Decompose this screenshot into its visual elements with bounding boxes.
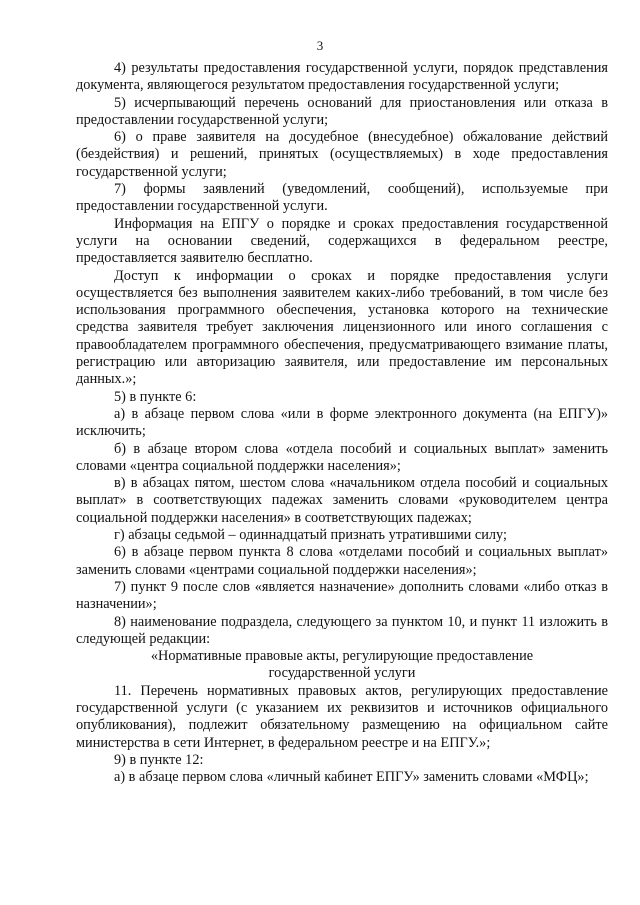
subsection-heading-line-2: государственной услуги	[268, 665, 416, 682]
paragraph-point-5: 5) в пункте 6:	[114, 388, 197, 405]
paragraph-item-4: 4) результаты предоставления государственной услуги, порядок представления документа, являющегося результатом предоставления государственной услуги;	[76, 60, 608, 94]
paragraph-epgu-info: Информация на ЕПГУ о порядке и сроках предоставления государственной услуги на основании сведений, содержащихся в федеральном реестре, предоставляется заявителю бесплатно.	[76, 215, 608, 267]
paragraph-subitem-a: а) в абзаце первом слова «или в форме электронного документа (на ЕПГУ)» исключить;	[76, 405, 608, 440]
subsection-heading-line-1: «Нормативные правовые акты, регулирующие предоставление	[150, 648, 534, 665]
paragraph-subitem-g: г) абзацы седьмой – одиннадцатый признать утратившими силу;	[114, 527, 507, 544]
paragraph-point-6: 6) в абзаце первом пункта 8 слова «отделами пособий и социальных выплат» заменить словами «центрами социальной поддержки населения»;	[76, 544, 608, 578]
paragraph-clause-11: 11. Перечень нормативных правовых актов, регулирующих предоставление государственной услуги (с указанием их реквизитов и источников официального опубликования), подлежит обязательному размещению на официальном сайте министерства в сети Интернет, в федеральном реестре и на ЕПГУ.»;	[76, 682, 608, 751]
page-number: 3	[316, 38, 324, 53]
paragraph-item-7: 7) формы заявлений (уведомлений, сообщений), используемые при предоставлении государственной услуги.	[76, 181, 608, 215]
document-body	[76, 60, 608, 786]
paragraph-subitem-b: б) в абзаце втором слова «отдела пособий и социальных выплат» заменить словами «центра социальной поддержки населения»;	[76, 440, 608, 474]
paragraph-point-7: 7) пункт 9 после слов «является назначение» дополнить словами «либо отказ в назначении»;	[76, 578, 608, 613]
paragraph-point-8: 8) наименование подраздела, следующего за пунктом 10, и пункт 11 изложить в следующей редакции:	[76, 613, 608, 647]
paragraph-point-9-subitem-a: а) в абзаце первом слова «личный кабинет ЕПГУ» заменить словами «МФЦ»;	[114, 769, 589, 786]
paragraph-subitem-v: в) в абзацах пятом, шестом слова «начальником отдела пособий и социальных выплат» в соответствующих падежах заменить словами «руководителем центра социальной поддержки населения» в соответствующих падежах;	[76, 475, 608, 526]
paragraph-access-info: Доступ к информации о сроках и порядке предоставления услуги осуществляется без выполнения заявителем каких-либо требований, в том числе без использования программного обеспечения, установка которого на технические средства заявителя требует заключения лицензионного или иного соглашения с правообладателем программного обеспечения, предусматривающего взимание платы, регистрацию или авторизацию заявителя, или предоставление им персональных данных.»;	[76, 267, 608, 388]
paragraph-point-9: 9) в пункте 12:	[114, 751, 204, 768]
paragraph-item-5: 5) исчерпывающий перечень оснований для приостановления или отказа в предоставлении государственной услуги;	[76, 94, 608, 128]
paragraph-item-6: 6) о праве заявителя на досудебное (внесудебное) обжалование действий (бездействия) и решений, принятых (осуществляемых) в ходе предоставления государственной услуги;	[76, 129, 608, 180]
